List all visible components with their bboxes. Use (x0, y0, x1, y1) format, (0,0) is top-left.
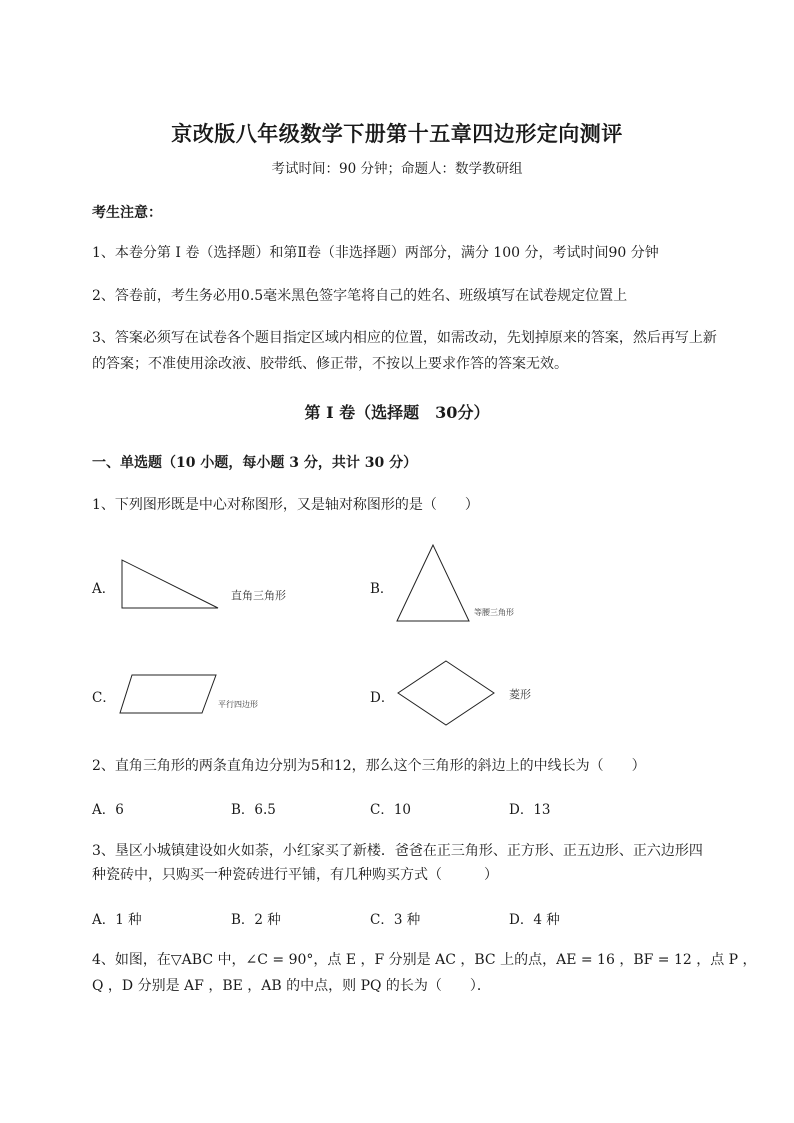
question-2-stem: 2、直角三角形的两条直角边分别为5和12，那么这个三角形的斜边上的中线长为（ ） (92, 758, 646, 774)
rhombus-figure (396, 659, 496, 727)
part-heading: 一、单选题（10 小题，每小题 3 分，共计 30 分） (92, 455, 418, 471)
q1-option-c-caption: 平行四边形 (218, 700, 258, 709)
isosceles-triangle-figure (395, 543, 471, 623)
q2-option-b[interactable]: B．6.5 (231, 802, 276, 818)
notice-item-1: 1、本卷分第 I 卷（选择题）和第Ⅱ卷（非选择题）两部分，满分 100 分，考试时间90 分钟 (92, 245, 659, 261)
notice-heading: 考生注意： (92, 205, 162, 221)
q1-option-a-caption: 直角三角形 (231, 589, 286, 602)
q1-option-b-caption: 等腰三角形 (474, 608, 514, 617)
right-triangle-figure (120, 558, 220, 610)
q1-option-a-letter[interactable]: A． (92, 581, 116, 597)
notice-item-3: 3、答案必须写在试卷各个题目指定区域内相应的位置，如需改动，先划掉原来的答案，然后再写上新 (92, 330, 717, 346)
parallelogram-figure (118, 673, 218, 715)
q3-option-b[interactable]: B．2 种 (231, 912, 281, 928)
notice-item-2: 2、答卷前，考生务必用0.5毫米黑色签字笔将自己的姓名、班级填写在试卷规定位置上 (92, 288, 628, 304)
page-title: 京改版八年级数学下册第十五章四边形定向测评 (171, 121, 623, 146)
question-1-stem: 1、下列图形既是中心对称图形，又是轴对称图形的是（ ） (92, 497, 479, 513)
q3-option-c[interactable]: C．3 种 (370, 912, 421, 928)
question-4-line-1: 4、如图，在▽ABC 中，∠C = 90°，点 E ，F 分别是 AC ，BC 上的点，AE = 16 ，BF = 12 ，点 P ， (92, 952, 757, 968)
q1-option-d-letter[interactable]: D． (370, 690, 395, 706)
question-4-line-2: Q ，D 分别是 AF ，BE ，AB 的中点，则 PQ 的长为（ ）． (92, 978, 491, 994)
q1-option-b-letter[interactable]: B． (370, 581, 394, 597)
q1-option-c-letter[interactable]: C． (92, 690, 116, 706)
q2-option-d[interactable]: D．13 (509, 802, 551, 818)
q3-option-d[interactable]: D．4 种 (509, 912, 560, 928)
notice-item-3-cont: 的答案；不准使用涂改液、胶带纸、修正带，不按以上要求作答的答案无效。 (92, 356, 568, 372)
q3-option-a[interactable]: A．1 种 (92, 912, 142, 928)
q2-option-a[interactable]: A．6 (92, 802, 124, 818)
question-3-line-2: 种瓷砖中，只购买一种瓷砖进行平铺，有几种购买方式（ ） (92, 867, 498, 883)
q1-option-d-caption: 菱形 (509, 688, 531, 701)
section-title: 第 I 卷（选择题 30分） (304, 403, 490, 422)
q2-option-c[interactable]: C．10 (370, 802, 412, 818)
exam-info: 考试时间：90 分钟；命题人：数学教研组 (271, 161, 523, 177)
question-3-line-1: 3、垦区小城镇建设如火如荼，小红家买了新楼．爸爸在正三角形、正方形、正五边形、正六边形四 (92, 843, 703, 859)
